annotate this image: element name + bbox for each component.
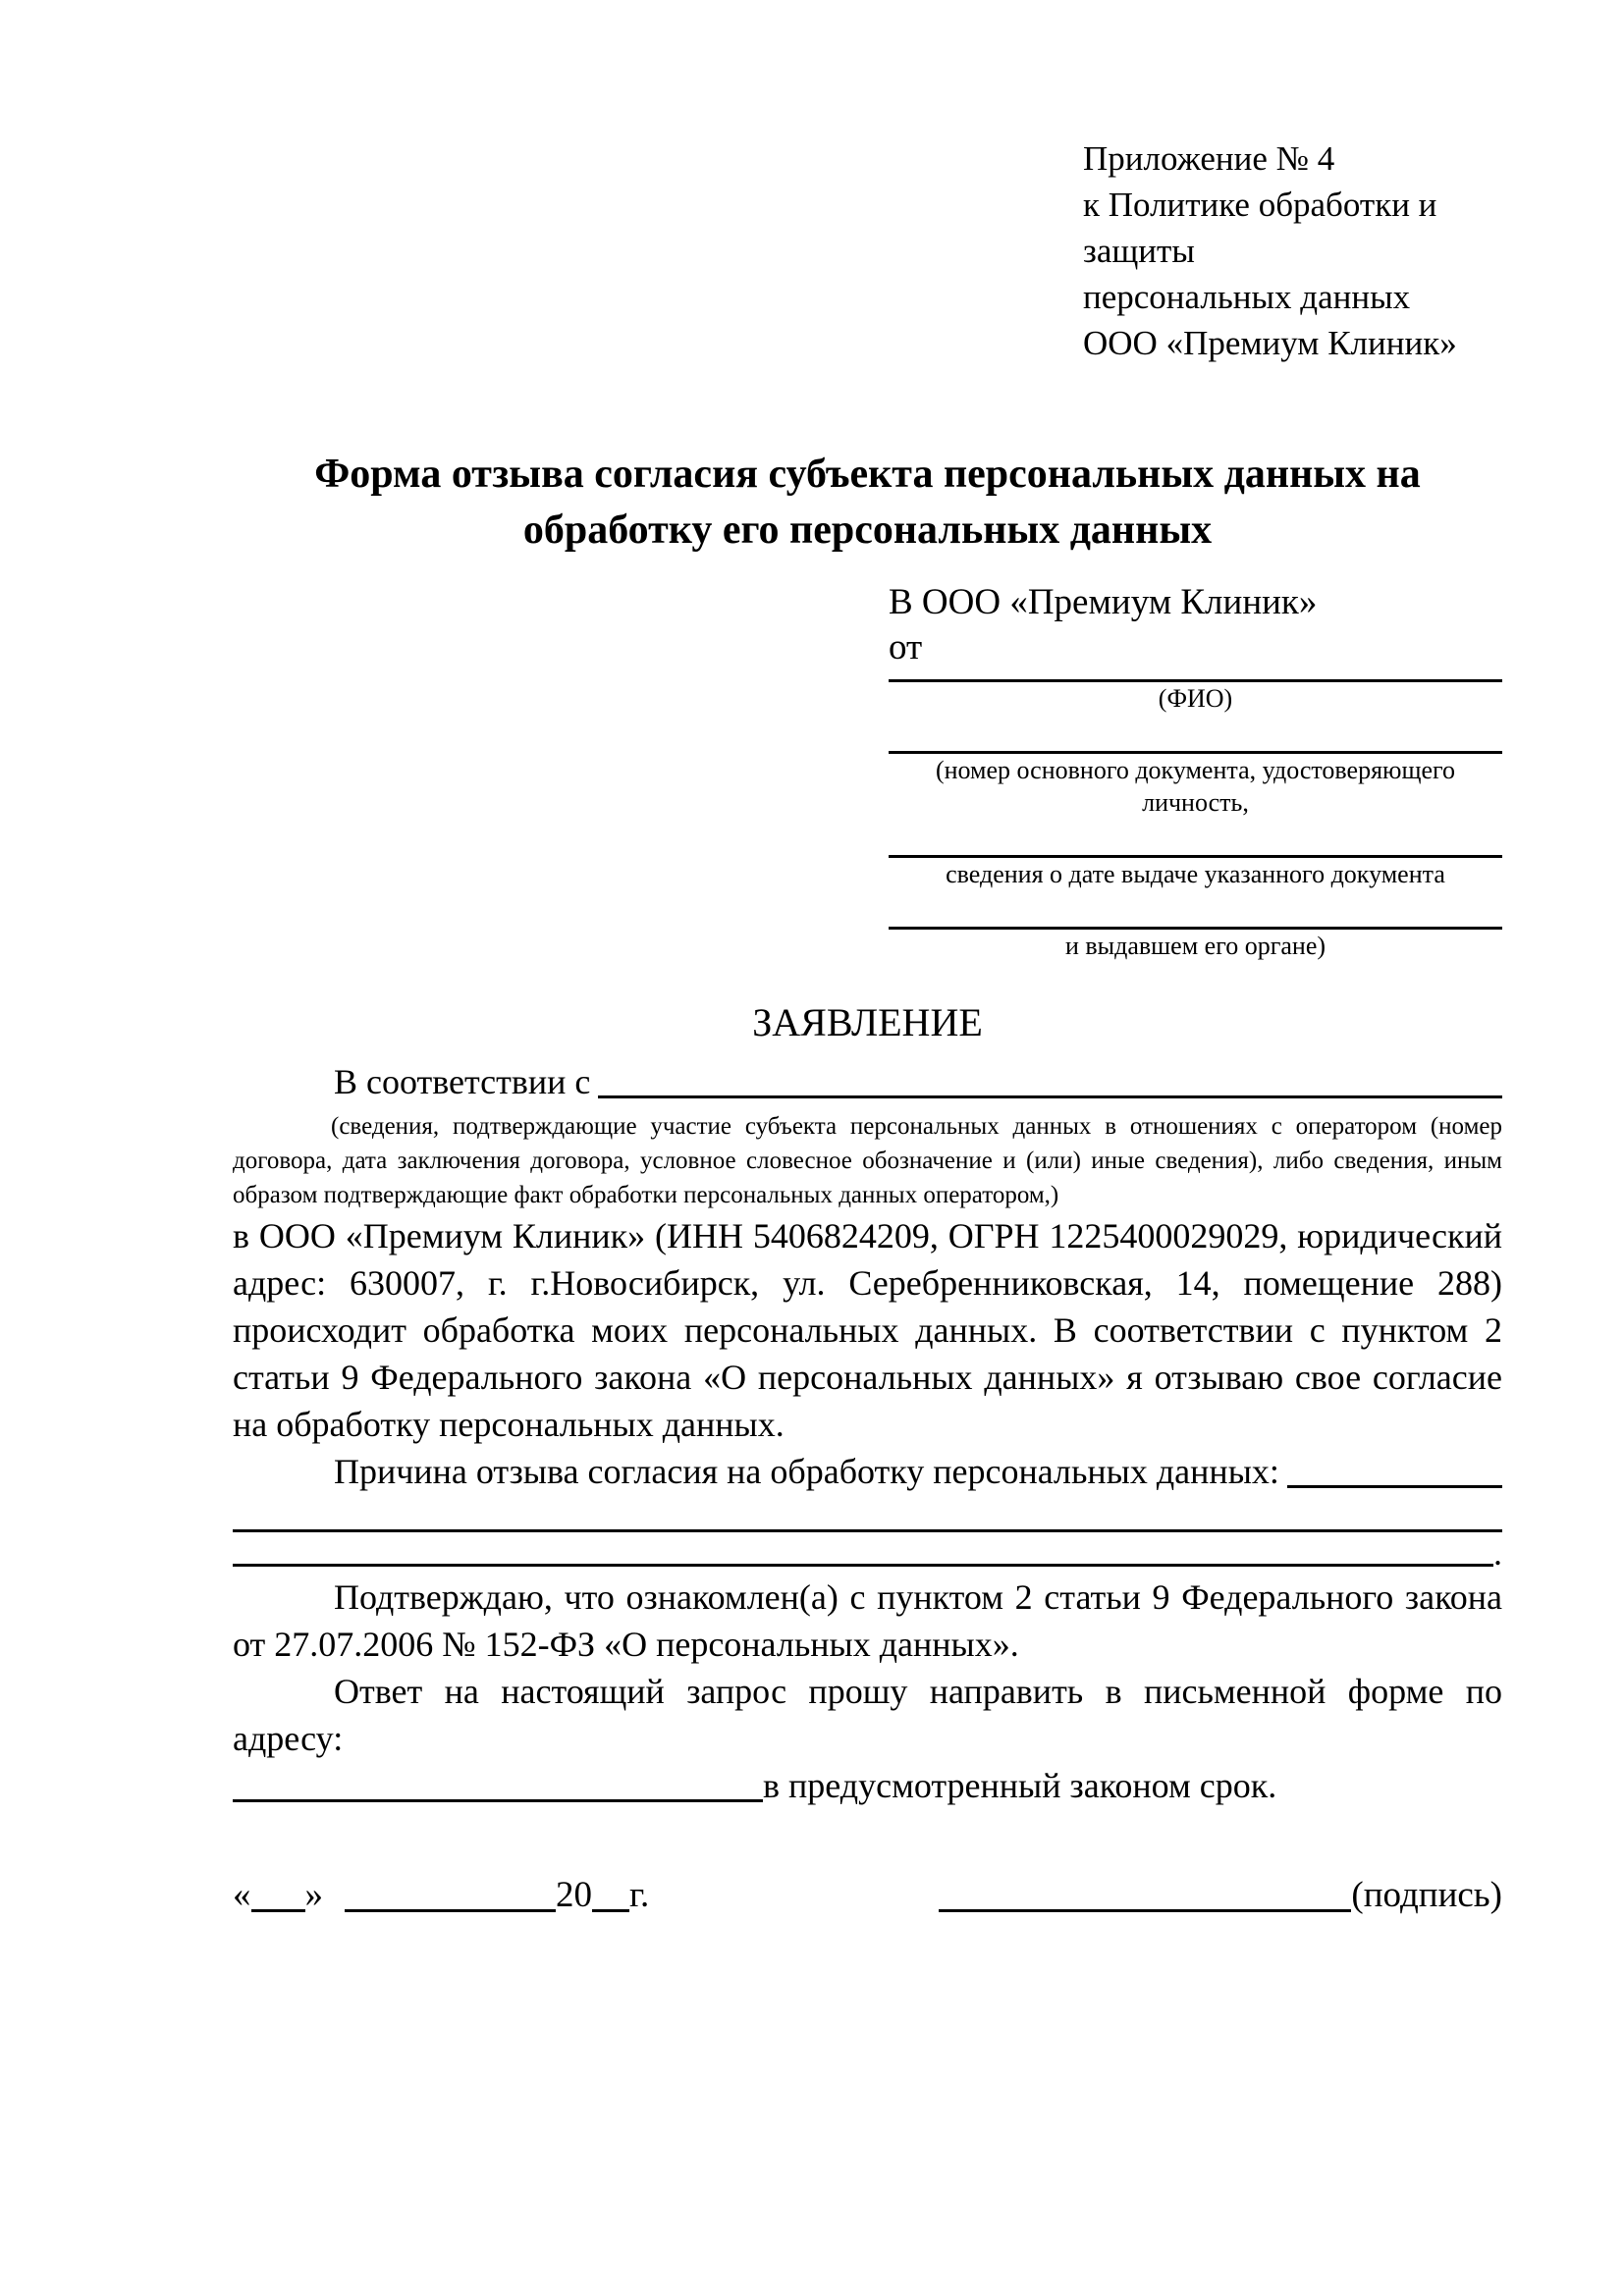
date-signature-row (233, 1872, 1502, 1919)
reason-row (233, 1448, 1502, 1495)
month-fill-line (345, 1904, 556, 1912)
addressee-to: В ООО «Премиум Клиник» (889, 582, 1318, 622)
document-number-caption: (номер основного документа, удостоверяющего личность, (935, 756, 1456, 817)
day-fill-line (251, 1904, 305, 1912)
addressee-from-label: от (889, 627, 923, 667)
issue-date-fill-line (889, 819, 1502, 858)
reason-label: Причина отзыва согласия на обработку персональных данных: (334, 1452, 1279, 1491)
signature-caption: (подпись) (1351, 1875, 1502, 1915)
reason-fill-line-2 (233, 1511, 1502, 1532)
day-close-quote: » (304, 1875, 323, 1915)
reason-terminator: . (1493, 1533, 1502, 1573)
reason-fill-line (1287, 1485, 1502, 1488)
signature-fill-line (939, 1904, 1351, 1912)
year-suffix: г. (629, 1875, 650, 1915)
issuing-authority-caption: и выдавшем его органе) (1064, 932, 1326, 960)
appendix-block (1083, 135, 1502, 366)
signature-group (939, 1872, 1502, 1919)
year-prefix: 20 (556, 1875, 592, 1915)
fio-caption: (ФИО) (1158, 684, 1233, 713)
day-open-quote: « (233, 1875, 251, 1915)
appendix-line: к Политике обработки и защиты (1083, 186, 1437, 270)
reason-fill-row-3 (233, 1532, 1502, 1574)
confirmation-paragraph: Подтверждаю, что ознакомлен(а) с пунктом 2 статьи 9 Федерального закона от 27.07.2006 № 152-ФЗ «О персональных данных». (233, 1577, 1502, 1664)
intro-footnote: (сведения, подтверждающие участие субъекта персональных данных в отношениях с оператором (номер договора, дата заключения договора, условное словесное обозначение и (или) иные сведения), либо сведения, иным образом подтверждающие факт обработки персональных данных оператором,) (233, 1113, 1502, 1208)
reply-lead-paragraph: Ответ на настоящий запрос прошу направить в письменной форме по адресу: (233, 1672, 1502, 1758)
date-group (233, 1872, 649, 1919)
reply-address-fill-line (233, 1799, 763, 1802)
statement-heading: ЗАЯВЛЕНИЕ (752, 1000, 983, 1044)
issue-date-caption: сведения о дате выдаче указанного документа (946, 860, 1445, 888)
appendix-line: ООО «Премиум Клиник» (1083, 324, 1457, 362)
appendix-line: персональных данных (1083, 278, 1411, 316)
reply-tail-label: в предусмотренный законом срок. (763, 1766, 1277, 1805)
intro-fill-line (598, 1095, 1502, 1098)
document-number-fill-line (889, 715, 1502, 754)
reason-fill-line-3 (233, 1564, 1493, 1567)
addressee-block (889, 580, 1502, 962)
intro-lead-label: В соответствии с (334, 1062, 591, 1101)
fio-fill-line (889, 670, 1502, 682)
document-title: Форма отзыва согласия субъекта персональных данных на обработку его персональных данных (314, 452, 1421, 553)
reply-address-row (233, 1762, 1502, 1809)
year-fill-line (592, 1904, 629, 1912)
appendix-line: Приложение № 4 (1083, 139, 1335, 178)
document-content (233, 0, 1502, 1919)
issuing-authority-fill-line (889, 890, 1502, 930)
statement-body: в ООО «Премиум Клиник» (ИНН 5406824209, ОГРН 1225400029029, юридический адрес: 630007, г. г.Новосибирск, ул. Серебренниковская, 14, помещение 288) происходит обработка моих персональных данных. В соответствии с пунктом 2 статьи 9 Федерального закона «О персональных данных» я отзываю свое согласие на обработку персональных данных. (233, 1216, 1502, 1444)
intro-row (233, 1058, 1502, 1105)
